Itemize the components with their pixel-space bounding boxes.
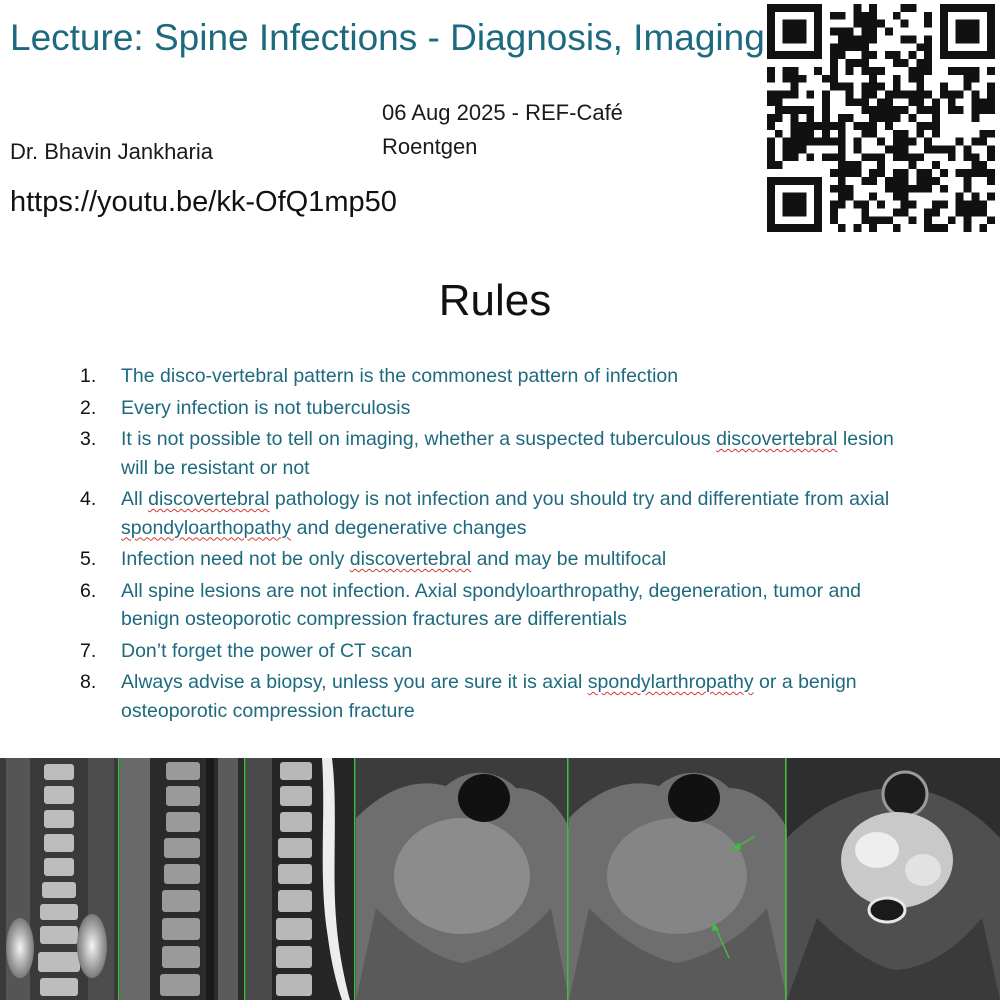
mri-axial-contrast-image <box>787 758 1000 1000</box>
qr-code-icon[interactable] <box>767 4 995 232</box>
spellcheck-flagged-word: spondylarthropathy <box>587 671 754 693</box>
rule-text-segment: Don’t forget the power of CT scan <box>121 639 413 662</box>
rule-text-segment: lesion will be resistant or not <box>121 428 894 479</box>
author-name: Dr. Bhavin Jankharia <box>10 139 213 164</box>
rule-text <box>121 485 920 542</box>
rule-text <box>121 425 920 482</box>
rule-item <box>80 545 920 574</box>
rule-text-segment: Infection need not be only <box>121 548 350 570</box>
spellcheck-flagged-word: discovertebral <box>148 488 270 510</box>
event-venue-name: Roentgen <box>382 134 478 159</box>
spellcheck-flagged-word: discovertebral <box>349 548 472 570</box>
rule-number: 5. <box>80 548 97 570</box>
rule-item <box>80 577 920 634</box>
rule-text-segment: The disco-vertebral pattern is the commonest pattern of infection <box>121 365 679 387</box>
rule-text-segment: and may be multifocal <box>471 548 667 570</box>
rules-heading: Rules <box>438 276 552 325</box>
rule-number: 4. <box>80 488 97 510</box>
lecture-title: Lecture: Spine Infections - Diagnosis, Imaging <box>10 17 765 58</box>
rule-text-segment: or a benign osteoporotic compression fracture <box>121 671 857 722</box>
mri-image-strip <box>0 758 1000 1000</box>
mri-coronal-spine-image <box>0 758 120 1000</box>
rule-text <box>121 362 678 391</box>
event-date-venue: 06 Aug 2025 - REF-Café <box>382 100 623 125</box>
rule-text-segment: It is not possible to tell on imaging, whether a suspected tuberculous <box>121 428 717 450</box>
rule-item <box>80 637 920 666</box>
rules-list <box>80 362 920 728</box>
rule-number: 8. <box>80 671 97 693</box>
mri-axial-t1-arrows-image <box>569 758 787 1000</box>
video-link[interactable]: https://youtu.be/kk-OfQ1mp50 <box>10 186 397 218</box>
event-info <box>382 96 742 164</box>
rule-number: 7. <box>80 639 97 662</box>
rule-text-segment: Every infection is not tuberculosis <box>121 396 411 419</box>
rule-item <box>80 362 920 391</box>
rule-text <box>121 545 666 574</box>
rule-item <box>80 425 920 482</box>
rule-text <box>121 668 920 725</box>
rule-number: 6. <box>80 579 97 602</box>
rule-text-segment: pathology is not infection and you should try and differentiate from axial <box>269 488 890 510</box>
rule-text <box>121 394 410 423</box>
rule-text <box>121 637 412 666</box>
rule-text <box>121 577 920 634</box>
rule-number: 1. <box>80 365 97 387</box>
rule-item <box>80 394 920 423</box>
rule-number: 3. <box>80 428 97 450</box>
rule-text-segment: All <box>121 488 149 510</box>
mri-sagittal-t2-spine-image <box>246 758 356 1000</box>
rule-number: 2. <box>80 396 97 419</box>
rule-item <box>80 668 920 725</box>
spellcheck-flagged-word: discovertebral <box>716 428 838 450</box>
rule-text-segment: All spine lesions are not infection. Axial spondyloarthropathy, degeneration, tumor and benign osteoporotic compression fractures are differentials <box>121 579 862 630</box>
mri-sagittal-t1-spine-image <box>120 758 246 1000</box>
rule-text-segment: Always advise a biopsy, unless you are sure it is axial <box>121 671 588 693</box>
rule-text-segment: and degenerative changes <box>291 516 527 539</box>
mri-axial-t1-image <box>356 758 569 1000</box>
spellcheck-flagged-word: spondyloarthopathy <box>121 516 292 539</box>
rule-item <box>80 485 920 542</box>
